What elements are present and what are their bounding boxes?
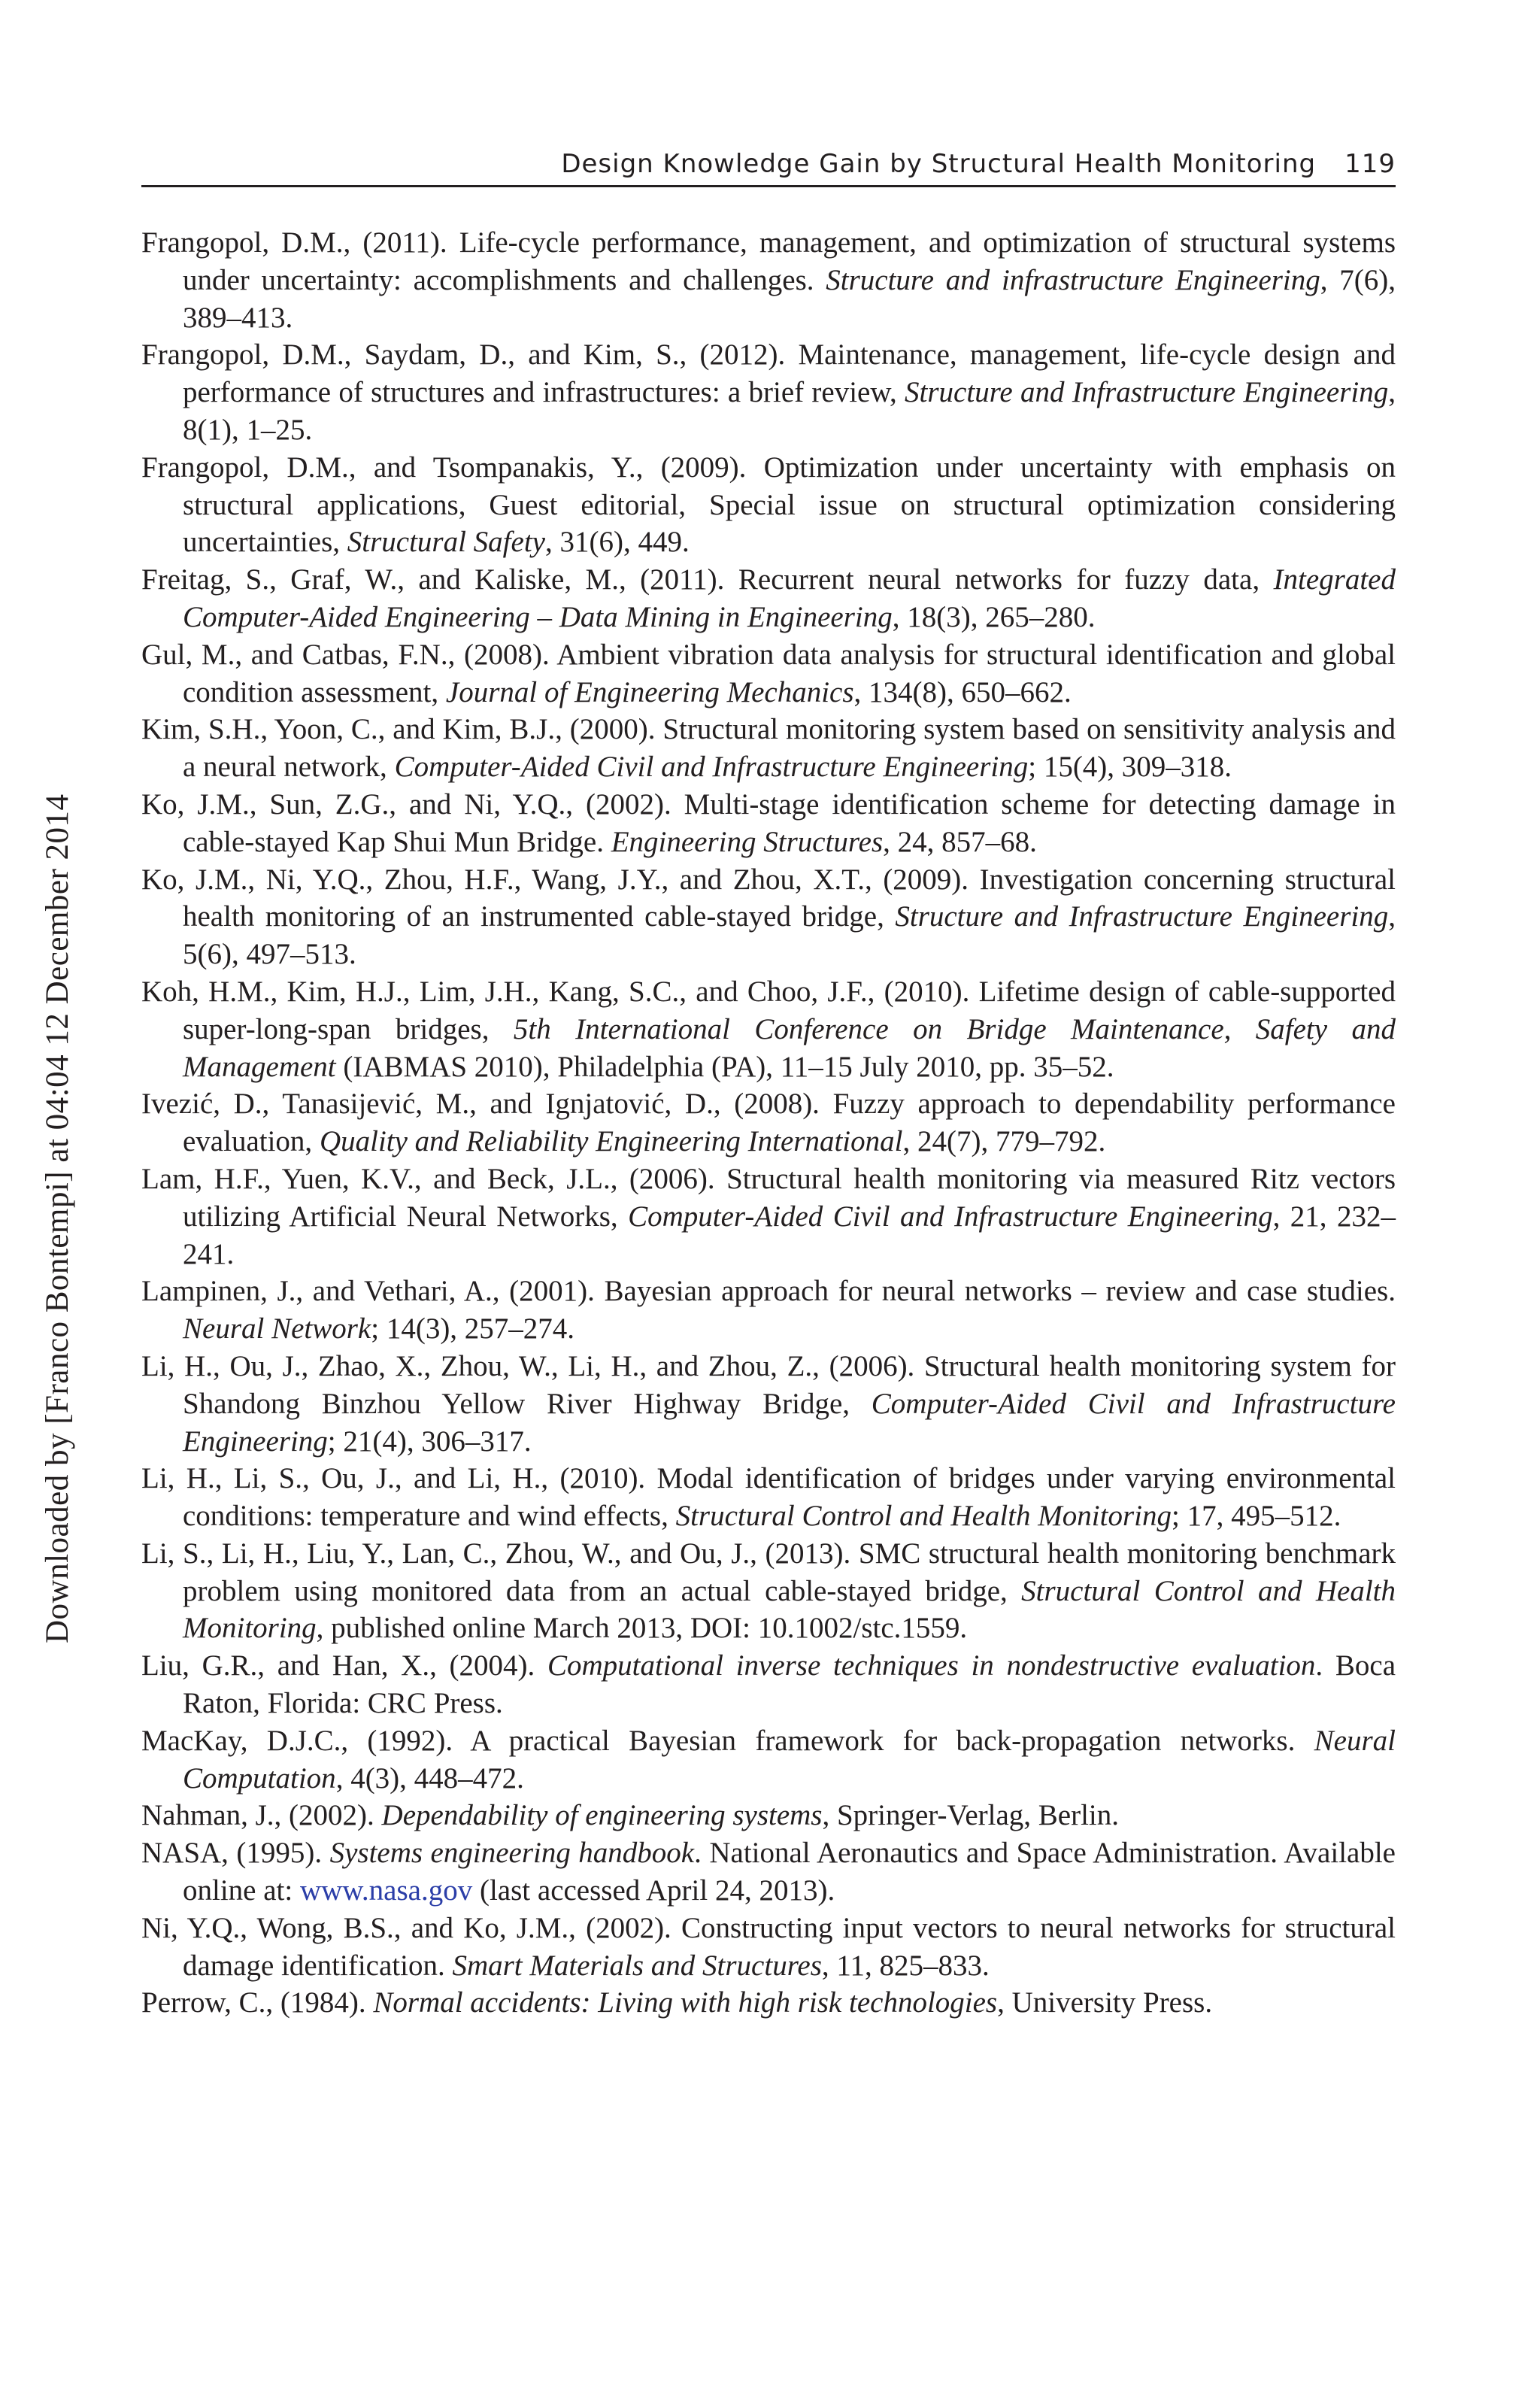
reference-details: , 21, 232–241. bbox=[183, 1200, 1396, 1270]
reference-details: , 134(8), 650–662. bbox=[853, 675, 1072, 708]
reference-source: Systems engineering handbook bbox=[329, 1837, 695, 1870]
reference-entry bbox=[141, 1984, 1396, 2022]
reference-entry bbox=[141, 1834, 1396, 1910]
reference-details: (last accessed April 24, 2013). bbox=[472, 1874, 835, 1907]
reference-text: Kim, S.H., Yoon, C., and Kim, B.J., (2000). Structural monitoring system based on sensitivity analysis and a neural network, bbox=[141, 713, 1396, 784]
reference-text: Lam, H.F., Yuen, K.V., and Beck, J.L., (2006). Structural health monitoring via measured Ritz vectors utilizing Artificial Neural Networks, bbox=[141, 1162, 1396, 1233]
page-number: 119 bbox=[1344, 149, 1396, 179]
reference-text: MacKay, D.J.C., (1992). A practical Bayesian framework for back-propagation networks. bbox=[141, 1724, 1314, 1757]
reference-list bbox=[141, 224, 1396, 2022]
reference-details: , 31(6), 449. bbox=[544, 526, 690, 559]
reference-details: , 8(1), 1–25. bbox=[183, 376, 1396, 446]
reference-details: . National Aeronautics and Space Administration. Available online at: bbox=[183, 1837, 1396, 1907]
reference-entry bbox=[141, 1535, 1396, 1647]
reference-source: Computer-Aided Civil and Infrastructure Engineering bbox=[394, 751, 1029, 784]
reference-text: Li, H., Li, S., Ou, J., and Li, H., (2010). Modal identification of bridges under varying environmental conditions: temperature and wind effects, bbox=[141, 1462, 1396, 1533]
reference-text: Ko, J.M., Sun, Z.G., and Ni, Y.Q., (2002). Multi-stage identification scheme for detecting damage in cable-stayed Kap Shui Mun Bridge. bbox=[141, 787, 1396, 858]
reference-entry bbox=[141, 1348, 1396, 1460]
reference-entry bbox=[141, 711, 1396, 786]
reference-source: Normal accidents: Living with high risk technologies bbox=[373, 1986, 998, 2019]
reference-details: , 24, 857–68. bbox=[883, 825, 1037, 858]
reference-details: , Springer-Verlag, Berlin. bbox=[822, 1799, 1120, 1832]
reference-source: Integrated Computer-Aided Engineering – Data Mining in Engineering bbox=[183, 563, 1396, 633]
reference-entry bbox=[141, 336, 1396, 448]
reference-entry bbox=[141, 973, 1396, 1085]
reference-text: Freitag, S., Graf, W., and Kaliske, M., (2011). Recurrent neural networks for fuzzy data, bbox=[141, 563, 1274, 596]
reference-details: (IABMAS 2010), Philadelphia (PA), 11–15 July 2010, pp. 35–52. bbox=[335, 1050, 1114, 1083]
reference-details: ; 15(4), 309–318. bbox=[1028, 751, 1232, 784]
reference-entry bbox=[141, 1722, 1396, 1798]
reference-source: Structure and Infrastructure Engineering bbox=[895, 900, 1389, 933]
reference-source: Computational inverse techniques in nondestructive evaluation bbox=[547, 1649, 1316, 1682]
reference-text: Frangopol, D.M., (2011). Life-cycle performance, management, and optimization of structural systems under uncertainty: accomplishments and challenges. bbox=[141, 226, 1396, 296]
reference-entry bbox=[141, 861, 1396, 973]
reference-text: Frangopol, D.M., and Tsompanakis, Y., (2009). Optimization under uncertainty with emphasis on structural applications, Guest editorial, Special issue on structural optimization considering uncertainties, bbox=[141, 451, 1396, 559]
reference-text: NASA, (1995). bbox=[141, 1837, 330, 1870]
reference-details: ; 17, 495–512. bbox=[1171, 1500, 1341, 1533]
reference-text: Liu, G.R., and Han, X., (2004). bbox=[141, 1649, 547, 1682]
reference-details: , 24(7), 779–792. bbox=[902, 1125, 1106, 1158]
reference-source: Journal of Engineering Mechanics bbox=[445, 675, 854, 708]
reference-details: , 7(6), 389–413. bbox=[183, 263, 1396, 334]
reference-entry bbox=[141, 1910, 1396, 1985]
reference-text: Li, S., Li, H., Liu, Y., Lan, C., Zhou, W., and Ou, J., (2013). SMC structural health monitoring benchmark problem using monitored data from an actual cable-stayed bridge, bbox=[141, 1537, 1396, 1607]
reference-details: , 18(3), 265–280. bbox=[892, 600, 1096, 633]
reference-source: Structural Control and Health Monitoring bbox=[675, 1500, 1172, 1533]
reference-text: Ko, J.M., Ni, Y.Q., Zhou, H.F., Wang, J.Y., and Zhou, X.T., (2009). Investigation concerning structural health monitoring of an instrumented cable-stayed bridge, bbox=[141, 863, 1396, 933]
reference-source: 5th International Conference on Bridge Maintenance, Safety and Management bbox=[183, 1012, 1396, 1083]
reference-source: Engineering Structures bbox=[611, 825, 884, 858]
reference-source: Neural Computation bbox=[183, 1724, 1396, 1795]
reference-text: Koh, H.M., Kim, H.J., Lim, J.H., Kang, S.C., and Choo, J.F., (2010). Lifetime design of cable-supported super-long-span bridges, bbox=[141, 975, 1396, 1045]
reference-details: , 11, 825–833. bbox=[821, 1949, 990, 1982]
reference-source: Structure and infrastructure Engineering bbox=[826, 263, 1320, 296]
reference-text: Li, H., Ou, J., Zhao, X., Zhou, W., Li, H., and Zhou, Z., (2006). Structural health monitoring system for Shandong Binzhou Yellow River Highway Bridge, bbox=[141, 1349, 1396, 1420]
reference-details: ; 14(3), 257–274. bbox=[371, 1312, 575, 1346]
reference-text: Nahman, J., (2002). bbox=[141, 1799, 382, 1832]
reference-details: , 4(3), 448–472. bbox=[335, 1761, 524, 1795]
reference-details: ; 21(4), 306–317. bbox=[327, 1425, 532, 1458]
reference-text: Ivezić, D., Tanasijević, M., and Ignjatović, D., (2008). Fuzzy approach to dependability performance evaluation, bbox=[141, 1088, 1396, 1158]
reference-text: Ni, Y.Q., Wong, B.S., and Ko, J.M., (2002). Constructing input vectors to neural networks for structural damage identification. bbox=[141, 1911, 1396, 1982]
reference-source: Smart Materials and Structures bbox=[452, 1949, 822, 1982]
reference-source: Neural Network bbox=[183, 1312, 371, 1346]
reference-source: Computer-Aided Civil and Infrastructure Engineering bbox=[628, 1200, 1273, 1233]
reference-entry bbox=[141, 1647, 1396, 1722]
reference-source: Computer-Aided Civil and Infrastructure Engineering bbox=[183, 1387, 1396, 1458]
reference-entry bbox=[141, 786, 1396, 861]
running-header bbox=[141, 143, 1396, 187]
reference-entry bbox=[141, 1797, 1396, 1834]
reference-entry bbox=[141, 1161, 1396, 1273]
reference-entry bbox=[141, 561, 1396, 636]
reference-entry bbox=[141, 1085, 1396, 1161]
reference-text: Gul, M., and Catbas, F.N., (2008). Ambient vibration data analysis for structural identification and global condition assessment, bbox=[141, 638, 1396, 708]
reference-source: Dependability of engineering systems bbox=[381, 1799, 823, 1832]
nasa-link[interactable]: www.nasa.gov bbox=[299, 1874, 473, 1907]
reference-entry bbox=[141, 224, 1396, 336]
reference-details: , published online March 2013, DOI: 10.1002/stc.1559. bbox=[316, 1612, 968, 1645]
running-title: Design Knowledge Gain by Structural Health Monitoring bbox=[561, 149, 1317, 179]
reference-entry bbox=[141, 636, 1396, 711]
reference-source: Structure and Infrastructure Engineering bbox=[905, 376, 1389, 409]
reference-entry bbox=[141, 1460, 1396, 1535]
reference-details: , University Press. bbox=[997, 1986, 1213, 2019]
reference-entry bbox=[141, 449, 1396, 561]
reference-text: Perrow, C., (1984). bbox=[141, 1986, 374, 2019]
reference-source: Structural Safety bbox=[347, 526, 545, 559]
reference-text: Lampinen, J., and Vethari, A., (2001). Bayesian approach for neural networks – review and case studies. bbox=[141, 1275, 1396, 1308]
reference-details: . Boca Raton, Florida: CRC Press. bbox=[183, 1649, 1396, 1720]
reference-entry bbox=[141, 1273, 1396, 1348]
download-watermark: Downloaded by [Franco Bontempi] at 04:04 12 December 2014 bbox=[40, 793, 75, 1643]
reference-source: Quality and Reliability Engineering International bbox=[319, 1125, 903, 1158]
reference-details: , 5(6), 497–513. bbox=[183, 900, 1396, 971]
reference-text: Frangopol, D.M., Saydam, D., and Kim, S., (2012). Maintenance, management, life-cycle design and performance of structures and infrastructures: a brief review, bbox=[141, 338, 1396, 409]
reference-source: Structural Control and Health Monitoring bbox=[183, 1574, 1396, 1645]
